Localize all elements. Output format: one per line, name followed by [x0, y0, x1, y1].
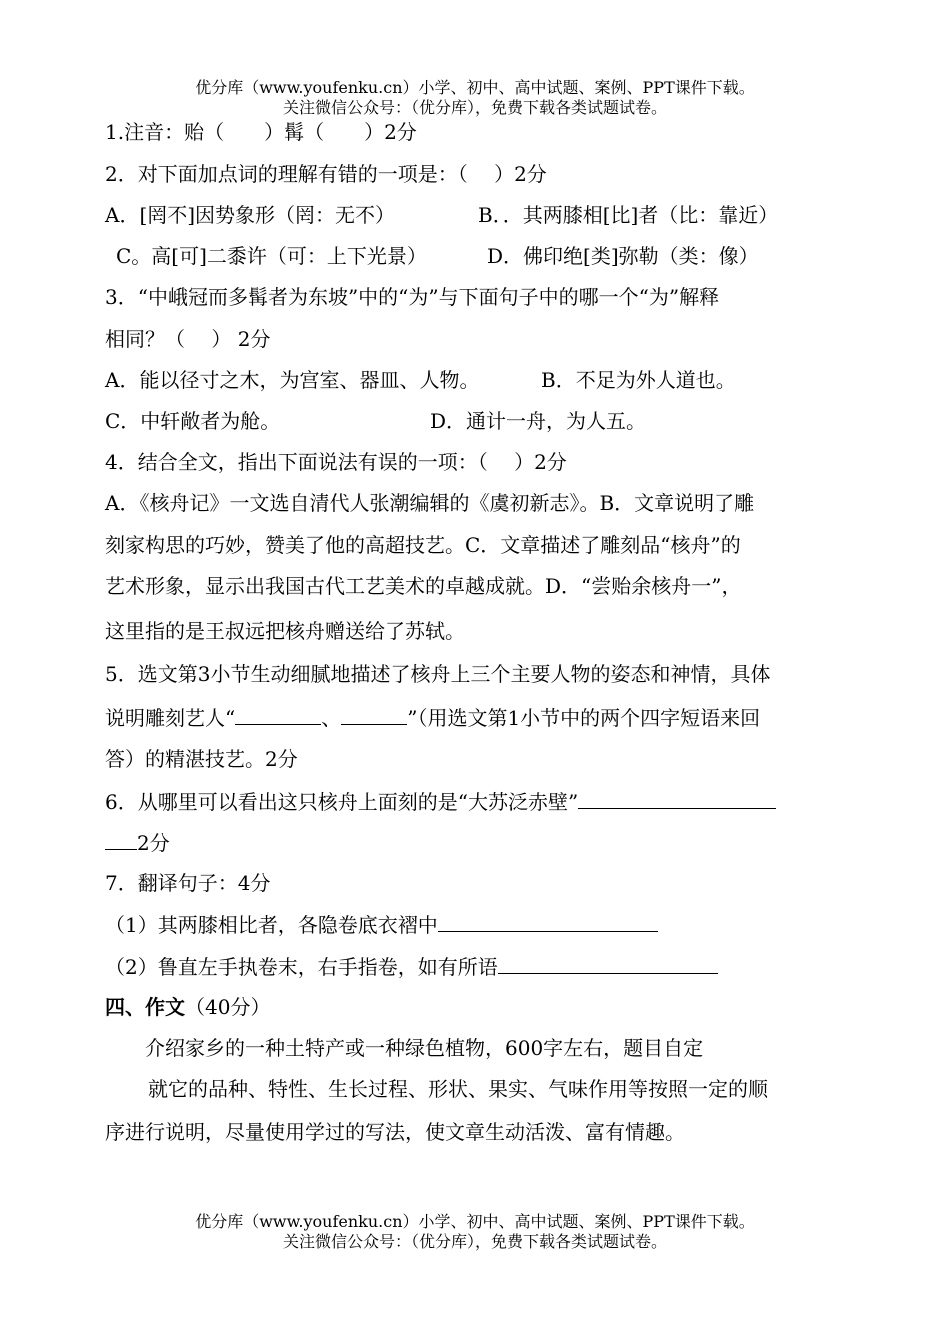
question-6-text: 6．从哪里可以看出这只核舟上面刻的是“大苏泛赤壁” — [105, 790, 579, 814]
question-3-option-d: D．通计一舟，为人五。 — [430, 409, 647, 433]
answer-blank[interactable] — [498, 953, 718, 974]
question-5-line-2-prefix: 说明雕刻艺人“ — [105, 706, 236, 730]
question-5-separator: 、 — [321, 706, 342, 730]
question-3-stem-1: 3．“中峨冠而多髯者为东坡”中的“为”与下面句子中的哪一个“为”解释 — [105, 285, 720, 309]
answer-blank[interactable] — [578, 788, 776, 809]
question-3-stem-2: 相同？（ ） 2分 — [105, 327, 271, 351]
header-line-2: 关注微信公众号：（优分库），免费下载各类试题试卷。 — [282, 98, 667, 117]
question-3-option-c: C．中轩敞者为舱。 — [105, 409, 281, 433]
question-2-option-c: C。高[可]二黍许（可：上下光景） — [116, 244, 427, 268]
question-1: 1.注音：贻（ ）髯（ ）2分 — [105, 120, 417, 144]
question-4-stem: 4．结合全文，指出下面说法有误的一项：（ ）2分 — [105, 450, 567, 474]
question-6-line-1 — [105, 788, 776, 815]
question-7-stem: 7．翻译句子：4分 — [105, 871, 271, 895]
footer-line-1: 优分库（www.youfenku.cn）小学、初中、高中试题、案例、PPT课件下载。 — [195, 1212, 755, 1231]
question-3-option-a: A．能以径寸之木，为宫室、器皿、人物。 — [105, 368, 480, 392]
question-7-sentence-2-text: （2）鲁直左手执卷末，右手指卷，如有所语 — [105, 955, 498, 979]
section-4-score: （40分） — [185, 995, 271, 1019]
question-5-line-1: 5．选文第3小节生动细腻地描述了核舟上三个主要人物的姿态和神情，具体 — [105, 662, 771, 686]
answer-blank[interactable] — [438, 911, 658, 932]
answer-blank[interactable] — [341, 704, 407, 725]
question-2-option-a: A．[罔不]因势象形（罔：无不） — [105, 203, 396, 227]
essay-prompt-2a: 就它的品种、特性、生长过程、形状、果实、气味作用等按照一定的顺 — [148, 1077, 768, 1101]
question-6-line-2 — [105, 829, 170, 856]
question-2-option-d: D．佛印绝[类]弥勒（类：像） — [487, 244, 759, 268]
question-7-sentence-1 — [105, 911, 658, 938]
question-4-line-2: 刻家构思的巧妙，赞美了他的高超技艺。C．文章描述了雕刻品“核舟”的 — [105, 533, 741, 557]
question-2-stem: 2．对下面加点词的理解有错的一项是：（ ）2分 — [105, 162, 547, 186]
question-7-sentence-2 — [105, 953, 718, 980]
answer-blank[interactable] — [105, 829, 137, 850]
question-6-score: 2分 — [137, 831, 170, 855]
question-4-line-4: 这里指的是王叔远把核舟赠送给了苏轼。 — [105, 619, 465, 643]
question-2-option-b: B．．其两膝相[比]者（比：靠近） — [478, 203, 779, 227]
question-5-line-2-suffix: ”（用选文第1小节中的两个四字短语来回 — [407, 706, 761, 730]
header-line-1: 优分库（www.youfenku.cn）小学、初中、高中试题、案例、PPT课件下载。 — [195, 78, 755, 97]
essay-prompt-2b: 序进行说明，尽量使用学过的写法，使文章生动活泼、富有情趣。 — [105, 1120, 685, 1144]
answer-blank[interactable] — [235, 704, 321, 725]
section-4-title: 四、作文 — [105, 995, 185, 1019]
question-5-line-2 — [105, 704, 760, 731]
question-4-line-3: 艺术形象，显示出我国古代工艺美术的卓越成就。D．“尝贻余核舟一”， — [105, 574, 742, 598]
footer-line-2: 关注微信公众号：（优分库），免费下载各类试题试卷。 — [282, 1232, 667, 1251]
section-4-heading — [105, 994, 270, 1020]
question-4-line-1: A．《核舟记》一文选自清代人张潮编辑的《虞初新志》。B．文章说明了雕 — [105, 491, 755, 515]
question-7-sentence-1-text: （1）其两膝相比者，各隐卷底衣褶中 — [105, 913, 438, 937]
essay-prompt-1: 介绍家乡的一种土特产或一种绿色植物，600字左右，题目自定 — [145, 1036, 704, 1060]
question-5-line-3: 答）的精湛技艺。2分 — [105, 747, 298, 771]
question-3-option-b: B．不足为外人道也。 — [541, 368, 736, 392]
